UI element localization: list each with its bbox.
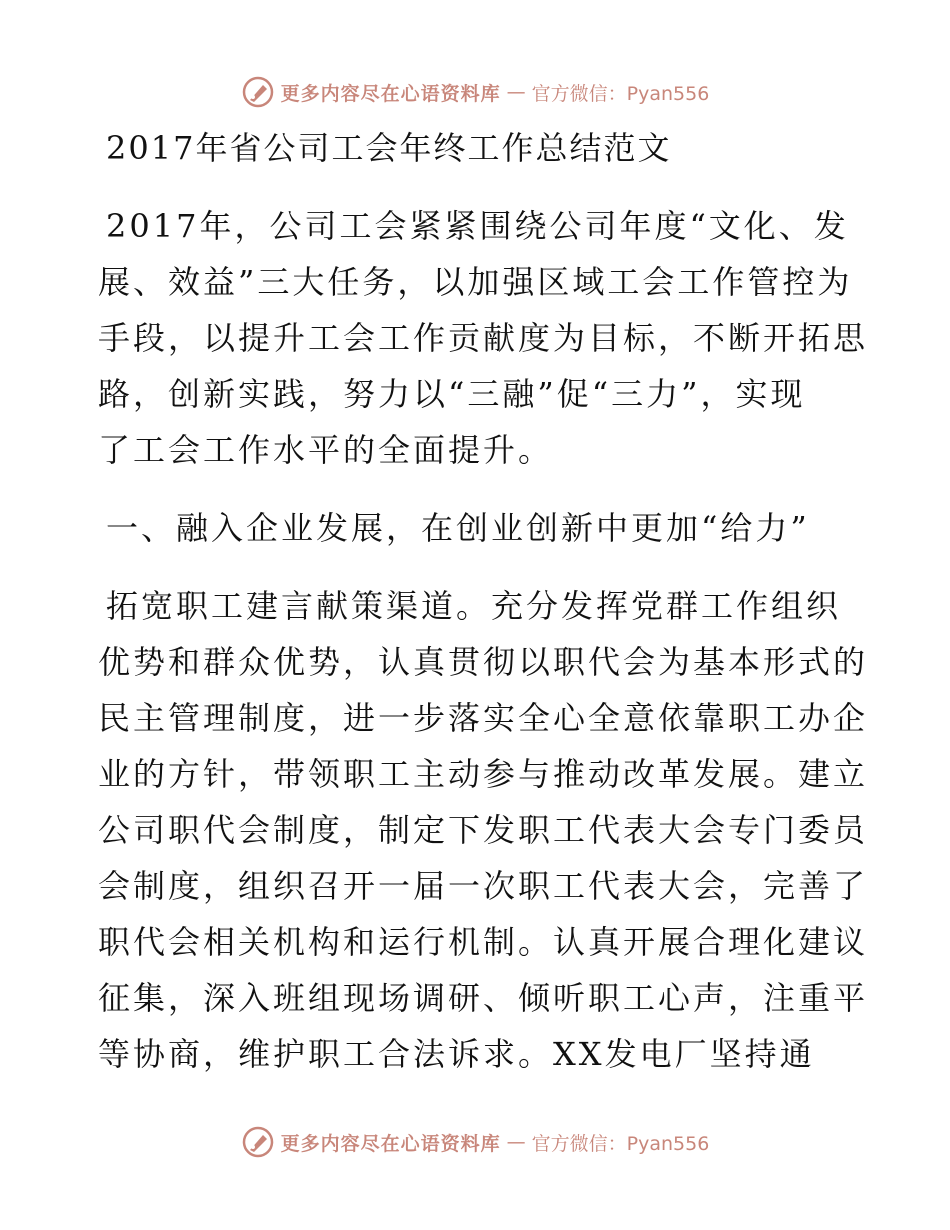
watermark-footer (0, 1122, 950, 1162)
section-heading: 一、融入企业发展，在创业创新中更加“给力” (106, 509, 810, 547)
document-body (98, 120, 869, 1082)
intro-line-2: 展、效益”三大任务，以加强区域工会工作管控为 (98, 263, 853, 301)
body-line-4: 业的方针，带领职工主动参与推动改革发展。建立 (98, 755, 869, 793)
watermark-contact: 官方微信：Pyan556 (531, 1132, 710, 1155)
pen-nib-logo-icon (241, 1125, 275, 1159)
intro-line-4: 路，创新实践，努力以“三融”促“三力”，实现 (98, 375, 806, 413)
body-line-5: 公司职代会制度，制定下发职工代表大会专门委员 (98, 811, 869, 849)
body-line-8: 征集，深入班组现场调研、倾听职工心声，注重平 (98, 979, 869, 1017)
watermark-text: 更多内容尽在心语资料库 (280, 82, 501, 105)
body-line-6: 会制度，组织召开一届一次职工代表大会，完善了 (98, 867, 869, 905)
watermark-dash: — (506, 81, 526, 103)
pen-nib-logo-icon (241, 75, 275, 109)
body-line-7: 职代会相关机构和运行机制。认真开展合理化建议 (98, 923, 869, 961)
intro-line-5: 了工会工作水平的全面提升。 (98, 431, 554, 469)
intro-line-3: 手段，以提升工会工作贡献度为目标，不断开拓思 (98, 319, 869, 357)
body-line-1: 拓宽职工建言献策渠道。充分发挥党群工作组织 (106, 587, 842, 625)
document-title: 2017年省公司工会年终工作总结范文 (106, 129, 672, 167)
body-line-2: 优势和群众优势，认真贯彻以职代会为基本形式的 (98, 643, 869, 681)
body-line-9: 等协商，维护职工合法诉求。XX发电厂坚持通 (98, 1035, 815, 1073)
watermark-text: 更多内容尽在心语资料库 (280, 1132, 501, 1155)
watermark-header (0, 72, 950, 112)
watermark-contact: 官方微信：Pyan556 (531, 82, 710, 105)
intro-line-1: 2017年，公司工会紧紧围绕公司年度“文化、发 (106, 207, 849, 245)
body-line-3: 民主管理制度，进一步落实全心全意依靠职工办企 (98, 699, 869, 737)
watermark-dash: — (506, 1131, 526, 1153)
body-paragraph (98, 578, 869, 1082)
intro-paragraph (98, 198, 869, 478)
